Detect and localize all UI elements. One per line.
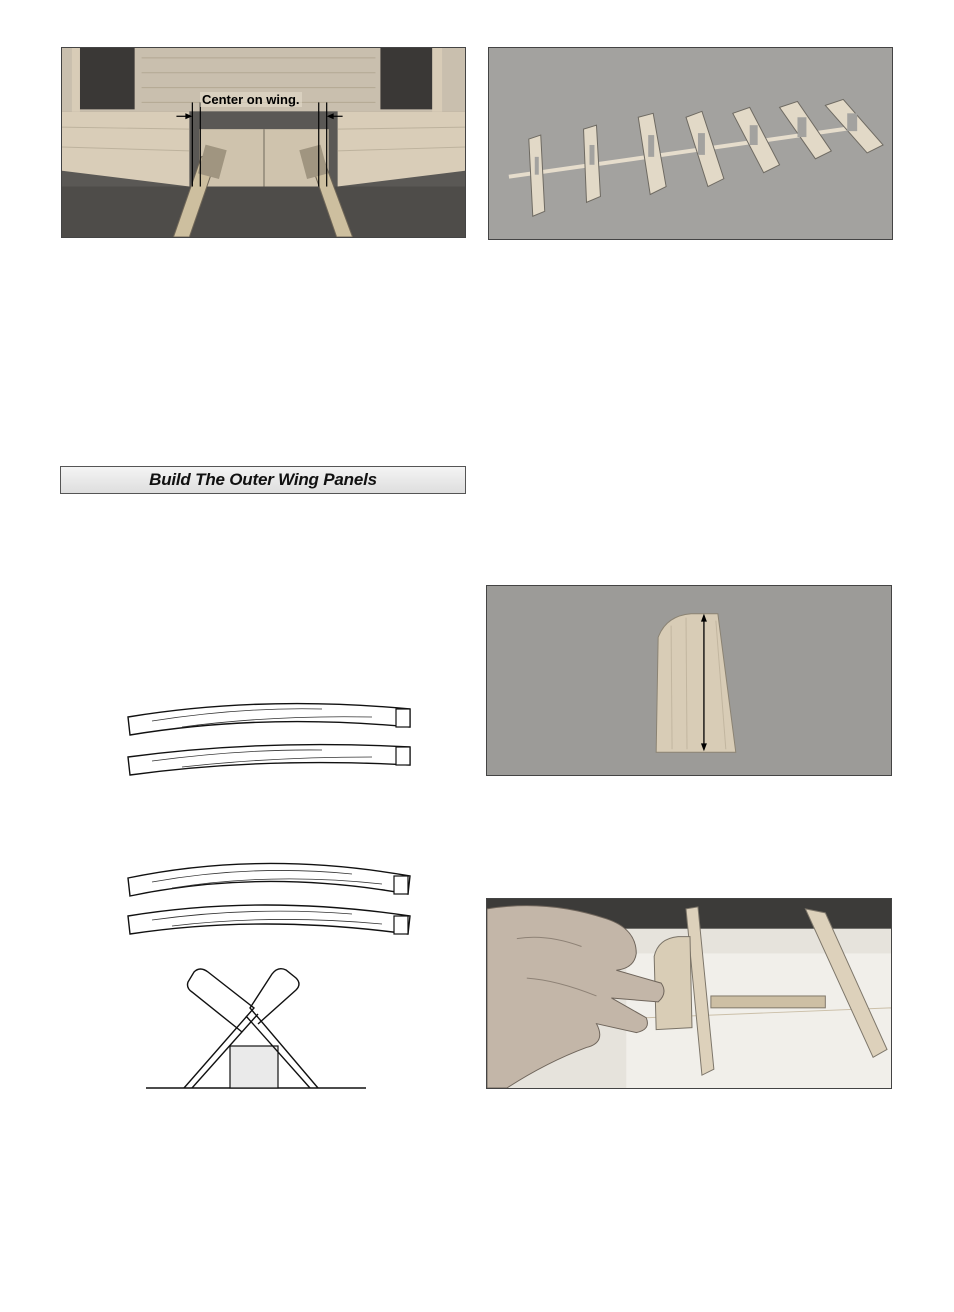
warped-sticks-illustration — [122, 695, 418, 785]
photo-tip-sheet — [486, 585, 892, 776]
tip-sheet-image — [487, 586, 891, 775]
photo-ribs-on-spar — [488, 47, 893, 240]
photo-hand-placing-part — [486, 898, 892, 1089]
drawing-clothespin-clamp — [146, 958, 366, 1094]
drawing-warped-sticks — [122, 695, 418, 785]
photo-wing-center-joint — [61, 47, 466, 238]
ribs-on-spar-image — [489, 48, 892, 239]
drawing-bowed-sticks — [122, 852, 418, 938]
center-on-wing-callout: Center on wing. — [202, 92, 300, 107]
section-title: Build The Outer Wing Panels — [149, 470, 377, 489]
clothespin-clamp-illustration — [146, 958, 366, 1094]
bowed-sticks-illustration — [122, 852, 418, 938]
wing-center-joint-image — [62, 48, 465, 237]
section-header — [60, 466, 466, 494]
hand-placing-part-image — [487, 899, 891, 1088]
